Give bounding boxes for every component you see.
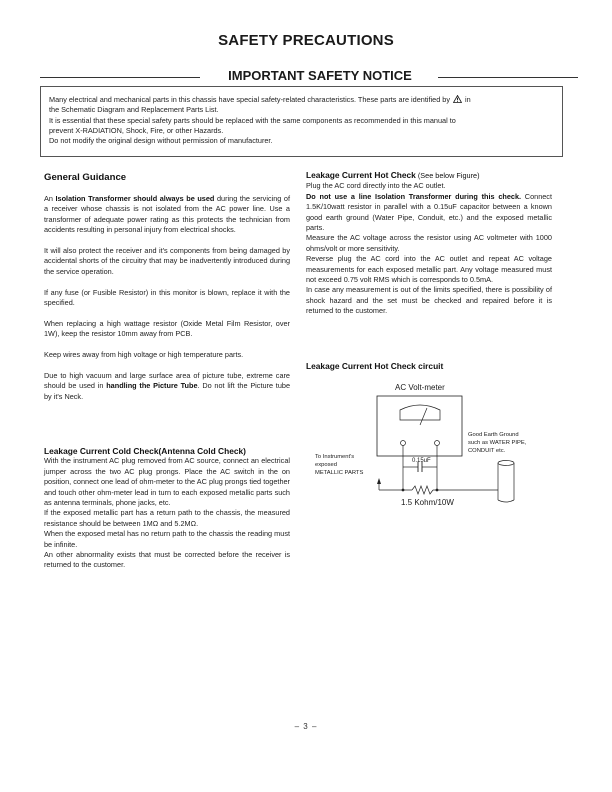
hot-check-paragraph-4: Reverse plug the AC cord into the AC outlet and repeat AC voltage measurements for each exposed metallic part. Any voltage measured must not exceed 0.75 volt RMS which is corresponds to 0.5mA. bbox=[306, 254, 552, 285]
voltmeter-label: AC Volt-meter bbox=[395, 383, 445, 392]
junction-dot-right bbox=[436, 489, 439, 492]
instrument-label-1: To Instrument's bbox=[315, 454, 355, 460]
general-paragraph-2: It will also protect the receiver and it's components from being damaged by accidental shorts of the circuitry that may be inadvertently introduced during the service operation. bbox=[44, 246, 290, 276]
cold-check-paragraph-3: When the exposed metal has no return path to the chassis the reading must be infinite. bbox=[44, 529, 290, 549]
ground-label-3: CONDUIT etc. bbox=[468, 448, 506, 454]
circuit-title: Leakage Current Hot Check circuit bbox=[306, 361, 444, 371]
instrument-label-2: exposed bbox=[315, 462, 337, 468]
capacitor-label: 0.15uF bbox=[412, 458, 431, 464]
general-paragraph-6: Due to high vacuum and large surface area of picture tube, extreme care should be used in handling the Picture Tube. Do not lift the Picture tube by it's Neck. bbox=[44, 370, 291, 401]
general-guidance-body bbox=[44, 194, 290, 402]
hot-check-paragraph-2: Do not use a line Isolation Transformer during this check. Connect 1.5K/10watt resistor in parallel with a 0.15uF capacitor between a known good earth ground (Water Pipe, Conduit, etc.) and the exposed metallic parts. bbox=[306, 191, 552, 233]
general-paragraph-5: Keep wires away from high voltage or high temperature parts. bbox=[44, 350, 244, 360]
cold-check-section bbox=[44, 446, 290, 571]
resistor-label: 1.5 Kohm/10W bbox=[401, 498, 454, 507]
instrument-label-3: METALLIC PARTS bbox=[315, 470, 364, 476]
voltmeter-terminal-left bbox=[401, 441, 406, 446]
notice-line-3: It is essential that these special safety parts should be replaced with the same components as recommended in this manual to bbox=[49, 115, 456, 125]
notice-heading: IMPORTANT SAFETY NOTICE bbox=[228, 68, 412, 83]
notice-line-5: Do not modify the original design without permission of manufacturer. bbox=[49, 136, 273, 146]
notice-line-4: prevent X-RADIATION, Shock, Fire, or other Hazards. bbox=[49, 125, 224, 135]
notice-box bbox=[40, 86, 563, 157]
cold-check-paragraph-2: If the exposed metallic part has a return path to the chassis, the measured resistance should be between 1MΩ and 5.2MΩ. bbox=[44, 508, 290, 528]
hot-check-circuit-diagram bbox=[300, 370, 580, 520]
hot-check-paragraph-1: Plug the AC cord directly into the AC outlet. bbox=[306, 181, 446, 191]
voltmeter-dial bbox=[400, 405, 440, 420]
voltmeter-terminal-right bbox=[435, 441, 440, 446]
general-paragraph-1: An Isolation Transformer should always be used during the servicing of a receiver whose chassis is not isolated from the AC power line. Use a transformer of adequate power rating as this protects the technician from accidents resulting in personal injury from electrical shocks. bbox=[44, 194, 291, 235]
water-pipe-icon bbox=[498, 461, 514, 503]
notice-line-2: the Schematic Diagram and Replacement Parts List. bbox=[49, 105, 219, 115]
cold-check-title: Leakage Current Cold Check(Antenna Cold Check) bbox=[44, 446, 246, 456]
hot-check-title: Leakage Current Hot Check (See below Figure) bbox=[306, 170, 480, 180]
warning-triangle-icon bbox=[453, 95, 462, 103]
hot-check-paragraph-3: Measure the AC voltage across the resistor using AC voltmeter with 1000 ohms/volt or more sensitivity. bbox=[306, 233, 552, 253]
page-title: SAFETY PRECAUTIONS bbox=[218, 32, 394, 49]
resistor-symbol bbox=[412, 486, 433, 494]
general-guidance-title: General Guidance bbox=[44, 172, 127, 183]
hot-check-section bbox=[306, 170, 552, 317]
heading-rule-left bbox=[40, 77, 200, 78]
probe-arrow bbox=[377, 478, 381, 484]
general-paragraph-4: When replacing a high wattage resistor (Oxide Metal Film Resistor, over 1W), keep the resistor 10mm away from PCB. bbox=[44, 318, 290, 339]
cold-check-paragraph-4: An other abnormality exists that must be corrected before the receiver is returned to the customer. bbox=[44, 550, 290, 570]
hot-check-paragraph-5: In case any measurement is out of the limits specified, there is possibility of shock hazard and the set must be checked and repaired before it is returned to the customer. bbox=[306, 285, 552, 316]
junction-dot-left bbox=[402, 489, 405, 492]
cold-check-paragraph-1: With the instrument AC plug removed from AC source, connect an electrical jumper across the two AC plug prongs. Place the AC switch in the on position, connect one lead of ohm-meter to the AC plug prongs tied together and touch other ohm-meter lead in turn to each exposed metallic parts such as antenna terminals, phone jacks, etc. bbox=[44, 456, 290, 508]
heading-rule-right bbox=[438, 77, 578, 78]
voltmeter-needle bbox=[420, 408, 427, 425]
notice-line-1: Many electrical and mechanical parts in this chassis have special safety-related characteristics. These parts are identified by in bbox=[49, 95, 471, 104]
page-number: – 3 – bbox=[294, 722, 318, 731]
ground-label-2: such as WATER PIPE, bbox=[468, 440, 527, 446]
ground-label-1: Good Earth Ground bbox=[468, 432, 519, 438]
notice-heading-row bbox=[40, 68, 578, 86]
general-paragraph-3: If any fuse (or Fusible Resistor) in this monitor is blown, replace it with the specified. bbox=[44, 287, 290, 308]
